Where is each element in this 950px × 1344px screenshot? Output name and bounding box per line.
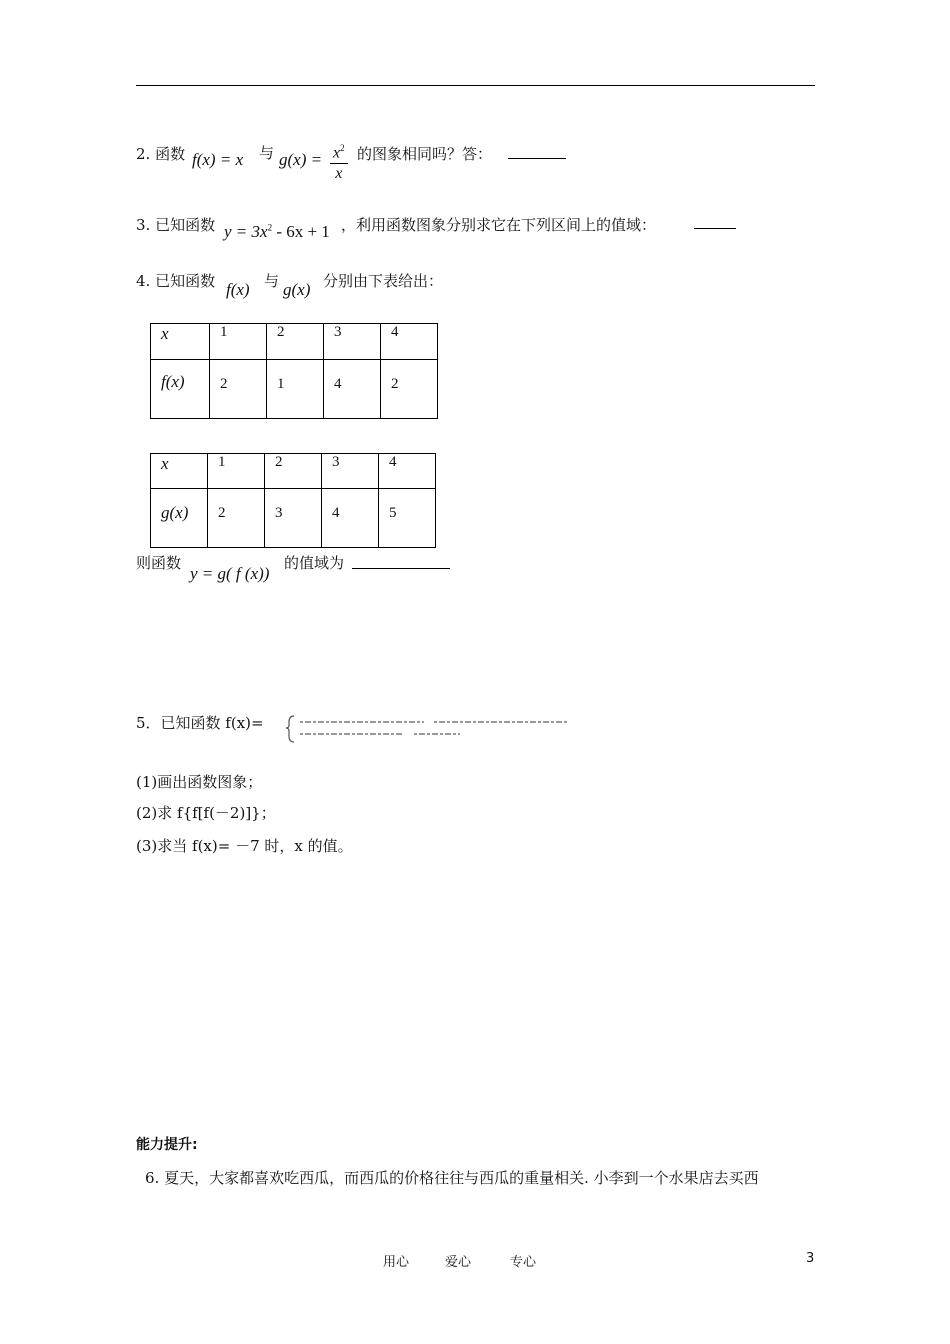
- table-cell: 3: [322, 454, 379, 489]
- table-cell: f(x): [151, 360, 210, 419]
- q4-answer-blank[interactable]: [352, 568, 450, 569]
- q4-prefix: 4. 已知函数: [136, 272, 216, 290]
- q4-g-symbol: g(x): [283, 280, 311, 299]
- footer-motto-3: 专心: [510, 1255, 537, 1270]
- table-cell: 4: [322, 489, 379, 548]
- table-cell: 4: [381, 324, 438, 360]
- page-number: 3: [806, 1251, 815, 1266]
- table-cell: g(x): [151, 489, 208, 548]
- q3-prefix: 3. 已知函数: [136, 216, 216, 234]
- f-value-table: [150, 323, 438, 419]
- table-cell: 1: [208, 454, 265, 489]
- q2-conjunction: 与: [259, 144, 275, 162]
- q3-expression: $y = 3x^2 - 6x + 1$: [224, 222, 330, 241]
- q3-exponent: 2: [267, 222, 273, 233]
- question-6: 6. 夏天，大家都喜欢吃西瓜，而西瓜的价格往往与西瓜的重量相关. 小李到一个水果店去买西: [145, 1169, 759, 1187]
- table-cell: 1: [267, 360, 324, 419]
- table-cell: 4: [324, 360, 381, 419]
- q3-answer-blank[interactable]: [694, 228, 736, 229]
- table-cell: 5: [379, 489, 436, 548]
- g-value-table: [150, 453, 436, 548]
- table-row: [151, 360, 438, 419]
- footer-motto-2: 爱心: [445, 1255, 472, 1270]
- q4-then-suffix: 的值域为: [284, 554, 345, 572]
- q5-part-1: (1)画出函数图象；: [136, 773, 263, 791]
- table-cell: x: [151, 324, 210, 360]
- q2-numerator: x: [333, 144, 341, 162]
- q2-g-lhs: g(x) =: [279, 150, 323, 169]
- table-row: [151, 454, 436, 489]
- q2-prefix: 2. 函数: [136, 145, 186, 163]
- q2-suffix: 的图象相同吗？答：: [357, 145, 493, 163]
- q4-then-prefix: 则函数: [136, 554, 182, 572]
- table-cell: 3: [324, 324, 381, 360]
- q4-composite-expression: y = g( f (x)): [190, 564, 270, 583]
- piecewise-function-image: [284, 710, 580, 746]
- section-title: 能力提升:: [136, 1137, 198, 1153]
- footer-motto-1: 用心: [383, 1255, 410, 1270]
- q5-part-2: (2)求 f{f[f(－2)]}；: [136, 804, 276, 822]
- table-row: [151, 324, 438, 360]
- q2-f-expression: f(x) = x: [192, 150, 244, 169]
- table-cell: 3: [265, 489, 322, 548]
- table-cell: x: [151, 454, 208, 489]
- q4-conjunction: 与: [264, 272, 280, 290]
- table-cell: 2: [210, 360, 267, 419]
- q2-fraction: [330, 138, 348, 184]
- table-cell: 2: [381, 360, 438, 419]
- q4-f-symbol: f(x): [226, 280, 250, 299]
- q2-denominator: x: [335, 165, 343, 183]
- q3-suffix: ，利用函数图象分别求它在下列区间上的值域：: [341, 216, 657, 234]
- table-cell: 2: [265, 454, 322, 489]
- table-cell: 2: [208, 489, 265, 548]
- table-row: [151, 489, 436, 548]
- header-rule: [136, 85, 815, 86]
- q5-part-3: (3)求当 f(x)= －7 时，x 的值。: [136, 837, 353, 855]
- table-cell: 2: [267, 324, 324, 360]
- q4-suffix: 分别由下表给出：: [323, 272, 444, 290]
- table-cell: 4: [379, 454, 436, 489]
- table-cell: 1: [210, 324, 267, 360]
- q5-prefix: 5．已知函数 f(x)=: [136, 714, 264, 732]
- q2-answer-blank[interactable]: [508, 158, 566, 159]
- q2-numerator-exponent: 2: [340, 143, 345, 153]
